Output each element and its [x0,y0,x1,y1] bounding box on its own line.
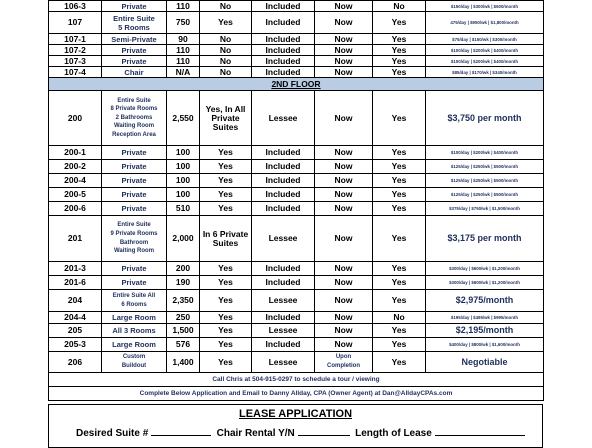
wifi-cell: Yes [373,324,426,338]
rate-cell: $3,175 per month [426,216,544,262]
section-title: 2ND FLOOR [49,78,544,91]
wifi-cell: Yes [373,276,426,290]
size-cell: 100 [167,174,200,188]
info-row [49,373,544,387]
table-row [49,1,544,12]
unit-cell: 107-1 [49,34,102,45]
wifi-cell: Yes [373,12,426,34]
availability-cell: Now [315,67,373,78]
utilities-cell: Included [252,160,315,174]
table-row [49,202,544,216]
size-cell: N/A [167,67,200,78]
furnished-cell: Yes [200,146,252,160]
size-cell: 2,550 [167,91,200,146]
table-row [49,34,544,45]
wifi-cell: Yes [373,34,426,45]
table-row [49,12,544,34]
utilities-cell: Lessee [252,324,315,338]
size-cell: 2,350 [167,290,200,312]
size-cell: 100 [167,160,200,174]
unit-cell: 201-3 [49,262,102,276]
unit-cell: 205-3 [49,338,102,352]
wifi-cell: Yes [373,91,426,146]
rate-cell: $100/day | $200/wk | $400/month [426,56,544,67]
table-row [49,290,544,312]
furnished-cell: Yes [200,324,252,338]
availability-cell: Now [315,146,373,160]
size-cell: 110 [167,45,200,56]
unit-cell: 204 [49,290,102,312]
unit-cell: 201 [49,216,102,262]
furnished-cell: No [200,1,252,12]
unit-cell: 200-2 [49,160,102,174]
furnished-cell: No [200,45,252,56]
table-row [49,45,544,56]
type-cell: Private [102,160,167,174]
size-cell: 2,000 [167,216,200,262]
type-cell: Private [102,202,167,216]
desired-suite-input[interactable] [151,426,211,436]
utilities-cell: Included [252,45,315,56]
type-cell: Private [102,262,167,276]
availability-cell: Now [315,202,373,216]
table-row [49,262,544,276]
rate-cell: 475/day | $950/wk | $1,800/month [426,12,544,34]
rate-cell: $125/day | $250/wk | $500/month [426,160,544,174]
furnished-cell: Yes [200,338,252,352]
size-cell: 90 [167,34,200,45]
form-line-suite [76,426,525,439]
size-cell: 1,500 [167,324,200,338]
size-cell: 1,400 [167,352,200,373]
unit-cell: 107 [49,12,102,34]
furnished-cell: Yes [200,262,252,276]
availability-cell: Now [315,262,373,276]
wifi-cell: Yes [373,56,426,67]
availability-cell: Now [315,324,373,338]
utilities-cell: Lessee [252,91,315,146]
section-2nd-floor [49,78,544,91]
availability-cell: Upon Completion [315,352,373,373]
furnished-cell: Yes [200,352,252,373]
rate-cell: $2,975/month [426,290,544,312]
furnished-cell: Yes [200,12,252,34]
rate-cell: $300/day | $600/wk | $1,200/month [426,262,544,276]
rate-cell: $85/day | $170/wk | $340/month [426,67,544,78]
availability-cell: Now [315,312,373,324]
availability-cell: Now [315,91,373,146]
rate-cell: $75/day | $150/wk | $300/month [426,34,544,45]
wifi-cell: No [373,1,426,12]
type-cell: Chair [102,67,167,78]
wifi-cell: Yes [373,352,426,373]
lease-application-form [48,404,543,448]
availability-cell: Now [315,34,373,45]
wifi-cell: Yes [373,174,426,188]
availability-cell: Now [315,160,373,174]
wifi-cell: Yes [373,338,426,352]
utilities-cell: Included [252,188,315,202]
unit-cell: 107-3 [49,56,102,67]
wifi-cell: Yes [373,45,426,56]
unit-cell: 200 [49,91,102,146]
unit-cell: 200-6 [49,202,102,216]
wifi-cell: Yes [373,146,426,160]
availability-cell: Now [315,45,373,56]
table-row [49,276,544,290]
unit-cell: 205 [49,324,102,338]
furnished-cell: No [200,67,252,78]
utilities-cell: Included [252,146,315,160]
availability-cell: Now [315,290,373,312]
form-title: LEASE APPLICATION [238,408,353,420]
tour-info: Call Chris at 504-915-0297 to schedule a tour / viewing [49,373,544,387]
utilities-cell: Included [252,67,315,78]
rate-cell: $2,195/month [426,324,544,338]
furnished-cell: No [200,56,252,67]
availability-cell: Now [315,216,373,262]
type-cell: Private [102,45,167,56]
unit-cell: 106-3 [49,1,102,12]
furnished-cell: Yes [200,202,252,216]
availability-cell: Now [315,276,373,290]
availability-cell: Now [315,338,373,352]
type-cell: Private [102,146,167,160]
rate-cell: $100/day | $200/wk | $400/month [426,45,544,56]
size-cell: 576 [167,338,200,352]
table-row [49,146,544,160]
rate-cell: $100/day | $200/wk | $400/month [426,146,544,160]
size-cell: 750 [167,12,200,34]
wifi-cell: No [373,312,426,324]
availability-cell: Now [315,174,373,188]
rate-cell: $125/day | $250/wk | $500/month [426,188,544,202]
table-row [49,312,544,324]
furnished-cell: No [200,34,252,45]
utilities-cell: Lessee [252,352,315,373]
rate-cell: $125/day | $250/wk | $500/month [426,174,544,188]
utilities-cell: Included [252,202,315,216]
table-row [49,338,544,352]
wifi-cell: Yes [373,216,426,262]
unit-cell: 200-1 [49,146,102,160]
utilities-cell: Included [252,12,315,34]
furnished-cell: Yes [200,174,252,188]
type-cell: Large Room [102,338,167,352]
size-cell: 200 [167,262,200,276]
wifi-cell: Yes [373,262,426,276]
utilities-cell: Included [252,56,315,67]
rate-cell: $300/day | $600/wk | $1,200/month [426,276,544,290]
furnished-cell: Yes [200,276,252,290]
type-cell: All 3 Rooms [102,324,167,338]
table-row [49,174,544,188]
rate-cell: $400/day | $800/wk | $1,600/month [426,338,544,352]
unit-cell: 107-4 [49,67,102,78]
rate-cell: $375/day | $750/wk | $1,500/month [426,202,544,216]
rate-cell: $195/day | $495/wk | $995/month [426,312,544,324]
furnished-cell: In 6 Private Suites [200,216,252,262]
chair-rental-input[interactable] [298,426,350,436]
utilities-cell: Included [252,1,315,12]
type-cell: Entire Suite All 6 Rooms [102,290,167,312]
rate-cell: Negotiable [426,352,544,373]
table-row [49,188,544,202]
utilities-cell: Included [252,262,315,276]
unit-cell: 206 [49,352,102,373]
wifi-cell: Yes [373,160,426,174]
table-row [49,352,544,373]
furnished-cell: Yes [200,160,252,174]
utilities-cell: Included [252,276,315,290]
utilities-cell: Included [252,34,315,45]
unit-cell: 200-5 [49,188,102,202]
size-cell: 510 [167,202,200,216]
availability-cell: Now [315,1,373,12]
length-of-lease-input[interactable] [435,426,525,436]
table-row [49,67,544,78]
length-of-lease-label: Length of Lease [355,428,432,439]
availability-cell: Now [315,188,373,202]
furnished-cell: Yes [200,188,252,202]
type-cell: Semi-Private [102,34,167,45]
type-cell: Private [102,1,167,12]
utilities-cell: Lessee [252,216,315,262]
size-cell: 190 [167,276,200,290]
table-row [49,160,544,174]
type-cell: Private [102,174,167,188]
rate-cell: $150/day | $300/wk | $600/month [426,1,544,12]
wifi-cell: Yes [373,188,426,202]
furnished-cell: Yes, In All Private Suites [200,91,252,146]
type-cell: Private [102,276,167,290]
utilities-cell: Included [252,312,315,324]
type-cell: Private [102,56,167,67]
utilities-cell: Included [252,338,315,352]
size-cell: 100 [167,146,200,160]
wifi-cell: Yes [373,202,426,216]
chair-rental-label: Chair Rental Y/N [216,428,295,439]
type-cell: Large Room [102,312,167,324]
size-cell: 110 [167,56,200,67]
rental-table [48,0,544,401]
type-cell: Entire Suite 8 Private Rooms 2 Bathrooms Waiting Room Reception Area [102,91,167,146]
size-cell: 250 [167,312,200,324]
availability-cell: Now [315,56,373,67]
type-cell: Entire Suite 5 Rooms [102,12,167,34]
unit-cell: 204-4 [49,312,102,324]
type-cell: Private [102,188,167,202]
furnished-cell: Yes [200,312,252,324]
furnished-cell: Yes [200,290,252,312]
type-cell: Entire Suite 9 Private Rooms Bathroom Waiting Room [102,216,167,262]
table-row [49,56,544,67]
availability-cell: Now [315,12,373,34]
desired-suite-label: Desired Suite # [76,428,149,439]
rate-cell: $3,750 per month [426,91,544,146]
wifi-cell: Yes [373,67,426,78]
unit-cell: 200-4 [49,174,102,188]
table-row [49,91,544,146]
table-row [49,216,544,262]
size-cell: 100 [167,188,200,202]
type-cell: Custom Buildout [102,352,167,373]
info-row [49,387,544,401]
table-row [49,324,544,338]
application-info: Complete Below Application and Email to Danny Allday, CPA (Owner Agent) at Dan@AlldayCPAs.com [49,387,544,401]
unit-cell: 201-6 [49,276,102,290]
wifi-cell: Yes [373,290,426,312]
size-cell: 110 [167,1,200,12]
utilities-cell: Lessee [252,290,315,312]
unit-cell: 107-2 [49,45,102,56]
utilities-cell: Included [252,174,315,188]
